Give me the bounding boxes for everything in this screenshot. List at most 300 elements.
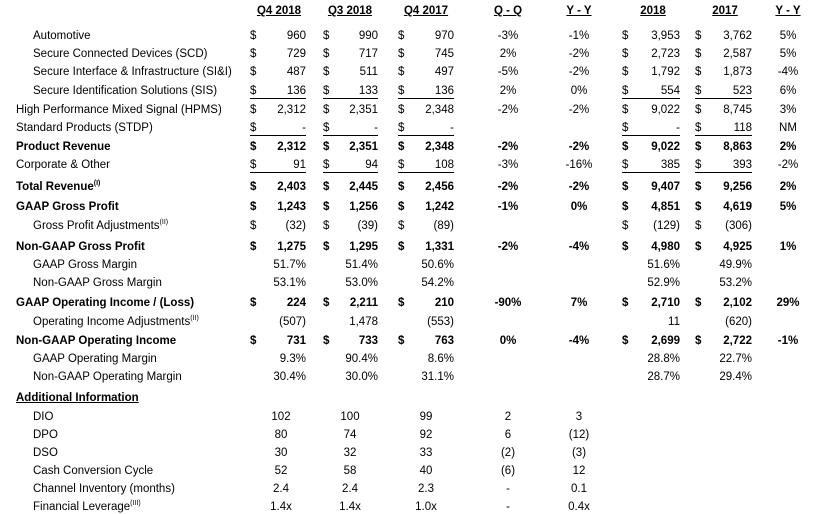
table-cell: 2,456 (425, 181, 454, 193)
cell-underline (398, 135, 454, 136)
cell-underline (695, 135, 752, 136)
table-cell: 49.9% (719, 259, 752, 271)
table-cell: 511 (359, 66, 378, 78)
metric-cell: - (506, 501, 510, 513)
row-label-text: Automotive (33, 30, 91, 42)
metric-cell: 1.4x (339, 501, 361, 513)
table-cell: 990 (358, 30, 378, 42)
row-label-text: Product Revenue (16, 141, 111, 153)
currency-symbol: $ (695, 104, 702, 116)
currency-symbol: $ (398, 335, 405, 347)
metric-label (33, 500, 141, 514)
table-cell: 2,351 (349, 141, 378, 153)
table-cell: 6% (779, 85, 797, 97)
table-cell: -4% (777, 66, 799, 78)
metric-label-text: DSO (33, 447, 58, 459)
row-label (33, 370, 182, 384)
cell-underline (622, 135, 680, 136)
table-cell: (620) (725, 316, 752, 328)
table-cell: -4% (568, 241, 590, 253)
table-cell: 9,256 (723, 181, 752, 193)
cell-underline (695, 172, 752, 173)
column-header-q32018: Q3 2018 (327, 5, 373, 17)
column-header-qq: Q - Q (493, 5, 523, 17)
currency-symbol: $ (622, 141, 629, 153)
table-cell: 52.9% (647, 277, 680, 289)
row-label-text: GAAP Gross Margin (33, 259, 137, 271)
table-cell: 29.4% (719, 371, 752, 383)
table-cell: 31.1% (421, 371, 454, 383)
table-cell: 2,403 (277, 181, 306, 193)
cell-underline (398, 172, 454, 173)
currency-symbol: $ (323, 66, 330, 78)
table-cell: 29% (776, 297, 800, 309)
table-cell: 53.0% (345, 277, 378, 289)
currency-symbol: $ (323, 48, 330, 60)
table-cell: NM (779, 122, 797, 134)
table-cell: -2% (497, 181, 519, 193)
currency-symbol: $ (622, 297, 629, 309)
table-cell: 2,445 (349, 181, 378, 193)
currency-symbol: $ (622, 335, 629, 347)
metric-cell: 80 (274, 429, 288, 441)
table-cell: 385 (660, 159, 680, 171)
cell-underline (695, 98, 752, 99)
row-label (33, 219, 168, 233)
metric-label (33, 410, 53, 424)
table-cell: -2% (568, 48, 590, 60)
currency-symbol: $ (622, 159, 629, 171)
table-cell: -4% (568, 335, 590, 347)
currency-symbol: $ (695, 159, 702, 171)
currency-symbol: $ (398, 85, 405, 97)
currency-symbol: $ (398, 66, 405, 78)
table-cell: 554 (660, 85, 680, 97)
table-cell: 51.6% (647, 259, 680, 271)
currency-symbol: $ (323, 104, 330, 116)
table-cell: 523 (732, 85, 752, 97)
metric-label (33, 464, 153, 478)
table-cell: 53.2% (719, 277, 752, 289)
table-cell: - (676, 122, 680, 134)
currency-symbol: $ (622, 241, 629, 253)
row-label (33, 65, 232, 79)
table-cell: (507) (279, 316, 306, 328)
currency-symbol: $ (695, 141, 702, 153)
table-cell: 1,256 (349, 201, 378, 213)
cell-underline (323, 135, 378, 136)
table-cell: 3,953 (651, 30, 680, 42)
table-cell: (89) (433, 220, 454, 232)
currency-symbol: $ (398, 141, 405, 153)
table-cell: 2,699 (651, 335, 680, 347)
currency-symbol: $ (250, 159, 257, 171)
currency-symbol: $ (695, 220, 702, 232)
currency-symbol: $ (250, 181, 257, 193)
currency-symbol: $ (323, 297, 330, 309)
table-cell: 2,348 (425, 141, 454, 153)
table-cell: - (450, 122, 454, 134)
table-cell: -2% (497, 104, 519, 116)
row-label-text: Total Revenue (16, 181, 94, 193)
currency-symbol: $ (323, 159, 330, 171)
table-cell: 9.3% (279, 353, 306, 365)
table-cell: -2% (568, 181, 590, 193)
table-cell: 487 (286, 66, 306, 78)
table-cell: 0% (570, 85, 588, 97)
currency-symbol: $ (250, 48, 257, 60)
row-label (16, 158, 110, 172)
table-cell: 3,762 (723, 30, 752, 42)
table-cell: 5% (779, 48, 797, 60)
currency-symbol: $ (250, 85, 257, 97)
table-cell: 5% (779, 201, 797, 213)
metric-label (33, 446, 58, 460)
footnote-marker: (III) (130, 500, 141, 508)
currency-symbol: $ (398, 201, 405, 213)
table-cell: 1,792 (651, 66, 680, 78)
row-label-text: Corporate & Other (16, 159, 110, 171)
table-cell: 0% (499, 335, 517, 347)
metric-label (33, 482, 175, 496)
currency-symbol: $ (622, 181, 629, 193)
cell-underline (323, 172, 378, 173)
metric-cell: (2) (500, 447, 516, 459)
row-label (33, 276, 162, 290)
metric-cell: 1.4x (270, 501, 292, 513)
metric-label-text: Cash Conversion Cycle (33, 465, 154, 477)
table-cell: 91 (293, 159, 306, 171)
metric-cell: 12 (572, 465, 586, 477)
table-cell: 136 (286, 85, 306, 97)
table-cell: (553) (427, 316, 454, 328)
table-cell: 2% (499, 85, 517, 97)
currency-symbol: $ (695, 122, 702, 134)
column-header-yy: Y - Y (566, 5, 592, 17)
column-header-y2018: 2018 (640, 5, 666, 17)
table-cell: 717 (358, 48, 378, 60)
table-cell: 8,745 (723, 104, 752, 116)
row-label (16, 103, 222, 117)
table-cell: 2,722 (723, 335, 752, 347)
currency-symbol: $ (695, 201, 702, 213)
additional-info-heading: Additional Information (16, 392, 139, 404)
table-cell: 2,312 (277, 141, 306, 153)
table-cell: 2,351 (349, 104, 378, 116)
metric-cell: 92 (419, 429, 433, 441)
table-cell: 2,723 (651, 48, 680, 60)
table-cell: 1,242 (425, 201, 454, 213)
column-header-q42017: Q4 2017 (403, 5, 449, 17)
metric-cell: 3 (575, 411, 583, 423)
column-header-y2017: 2017 (712, 5, 738, 17)
row-label (33, 84, 217, 98)
table-cell: 8.6% (427, 353, 454, 365)
table-cell: -3% (497, 159, 519, 171)
row-label-text: Secure Interface & Infrastructure (SI&I) (33, 66, 232, 78)
currency-symbol: $ (695, 297, 702, 309)
metric-cell: 2.4 (342, 483, 358, 495)
currency-symbol: $ (622, 85, 629, 97)
currency-symbol: $ (323, 241, 330, 253)
row-label (33, 47, 208, 61)
cell-underline (622, 98, 680, 99)
currency-symbol: $ (323, 122, 330, 134)
table-cell: (129) (653, 220, 680, 232)
table-cell: 11 (668, 316, 680, 328)
currency-symbol: $ (622, 122, 629, 134)
cell-underline (323, 98, 378, 99)
metric-cell: 40 (419, 465, 433, 477)
table-cell: 497 (434, 66, 454, 78)
table-cell: 2,102 (723, 297, 752, 309)
row-label-text: GAAP Operating Income / (Loss) (16, 297, 195, 309)
metric-cell: - (506, 483, 510, 495)
table-cell: 1,331 (425, 241, 454, 253)
currency-symbol: $ (323, 141, 330, 153)
table-cell: 745 (434, 48, 454, 60)
table-cell: 2,312 (277, 104, 306, 116)
currency-symbol: $ (250, 220, 257, 232)
row-label-text: Standard Products (STDP) (16, 122, 153, 134)
table-cell: -1% (777, 335, 799, 347)
currency-symbol: $ (250, 104, 257, 116)
currency-symbol: $ (695, 241, 702, 253)
currency-symbol: $ (695, 30, 702, 42)
table-cell: 4,619 (723, 201, 752, 213)
table-cell: 54.2% (421, 277, 454, 289)
table-cell: - (302, 122, 306, 134)
row-label-text: Non-GAAP Gross Margin (33, 277, 162, 289)
table-cell: - (374, 122, 378, 134)
row-label-text: GAAP Gross Profit (16, 201, 119, 213)
table-cell: 94 (365, 159, 378, 171)
row-label-text: Secure Connected Devices (SCD) (33, 48, 208, 60)
currency-symbol: $ (323, 335, 330, 347)
currency-symbol: $ (398, 122, 405, 134)
table-cell: 2% (779, 141, 797, 153)
table-cell: 108 (434, 159, 454, 171)
metric-cell: (6) (500, 465, 516, 477)
metric-cell: 33 (419, 447, 433, 459)
table-cell: 51.4% (345, 259, 378, 271)
currency-symbol: $ (398, 104, 405, 116)
currency-symbol: $ (250, 297, 257, 309)
table-cell: 763 (434, 335, 454, 347)
cell-underline (250, 135, 306, 136)
currency-symbol: $ (622, 220, 629, 232)
table-cell: (32) (285, 220, 306, 232)
metric-cell: 102 (271, 411, 291, 423)
metric-cell: (12) (568, 429, 590, 441)
table-cell: 136 (434, 85, 454, 97)
table-cell: -2% (568, 104, 590, 116)
cell-underline (622, 172, 680, 173)
table-cell: (39) (357, 220, 378, 232)
table-cell: -3% (497, 30, 519, 42)
table-cell: -2% (497, 241, 519, 253)
table-cell: -90% (494, 297, 522, 309)
table-cell: 28.8% (647, 353, 680, 365)
table-cell: 960 (286, 30, 306, 42)
table-cell: 22.7% (719, 353, 752, 365)
currency-symbol: $ (695, 181, 702, 193)
table-cell: 4,980 (651, 241, 680, 253)
table-cell: 2,348 (425, 104, 454, 116)
table-cell: -2% (777, 159, 799, 171)
table-cell: 133 (358, 85, 378, 97)
row-label (33, 352, 157, 366)
row-label (33, 29, 91, 43)
table-cell: 731 (286, 335, 306, 347)
table-cell: 8,863 (723, 141, 752, 153)
metric-label-text: DPO (33, 429, 58, 441)
currency-symbol: $ (323, 181, 330, 193)
table-cell: 9,022 (651, 141, 680, 153)
footnote-marker: (I) (93, 180, 101, 188)
currency-symbol: $ (398, 220, 405, 232)
metric-cell: 30 (274, 447, 288, 459)
currency-symbol: $ (398, 297, 405, 309)
row-label (16, 200, 119, 214)
metric-cell: 2.4 (273, 483, 289, 495)
currency-symbol: $ (695, 85, 702, 97)
row-label (16, 140, 111, 154)
table-cell: 2,211 (349, 297, 378, 309)
column-header-q42018: Q4 2018 (256, 5, 302, 17)
row-label (33, 315, 199, 329)
table-cell: 30.0% (345, 371, 378, 383)
table-cell: 1,478 (349, 316, 378, 328)
row-label-text: Non-GAAP Operating Income (16, 335, 177, 347)
row-label-text: Non-GAAP Operating Margin (33, 371, 182, 383)
metric-label-text: Financial Leverage (33, 501, 131, 513)
table-cell: (306) (725, 220, 752, 232)
table-cell: 53.1% (273, 277, 306, 289)
currency-symbol: $ (323, 85, 330, 97)
row-label-text: Secure Identification Solutions (SIS) (33, 85, 218, 97)
currency-symbol: $ (398, 241, 405, 253)
table-cell: 90.4% (345, 353, 378, 365)
table-cell: 0% (570, 201, 588, 213)
table-cell: 2% (499, 48, 517, 60)
table-cell: -2% (568, 141, 590, 153)
row-label (16, 240, 145, 254)
currency-symbol: $ (398, 159, 405, 171)
metric-label-text: Channel Inventory (months) (33, 483, 175, 495)
table-cell: 2% (779, 181, 797, 193)
currency-symbol: $ (398, 181, 405, 193)
table-cell: 118 (733, 122, 752, 134)
currency-symbol: $ (622, 201, 629, 213)
table-cell: 1,873 (723, 66, 752, 78)
column-header-yy2: Y - Y (775, 5, 801, 17)
table-cell: -2% (497, 141, 519, 153)
row-label-text: GAAP Operating Margin (33, 353, 157, 365)
table-cell: -1% (497, 201, 519, 213)
metric-cell: 2 (504, 411, 512, 423)
table-cell: 4,851 (651, 201, 680, 213)
currency-symbol: $ (622, 30, 629, 42)
metric-cell: 99 (419, 411, 433, 423)
currency-symbol: $ (622, 66, 629, 78)
currency-symbol: $ (695, 66, 702, 78)
metric-cell: 6 (504, 429, 512, 441)
currency-symbol: $ (398, 48, 405, 60)
metric-cell: 74 (343, 429, 357, 441)
row-label (16, 296, 194, 310)
table-cell: 5% (779, 30, 797, 42)
table-cell: 1,275 (277, 241, 306, 253)
currency-symbol: $ (622, 48, 629, 60)
currency-symbol: $ (250, 201, 257, 213)
metric-cell: 1.0x (415, 501, 437, 513)
table-cell: 9,022 (651, 104, 680, 116)
cell-underline (250, 98, 306, 99)
table-cell: 3% (779, 104, 797, 116)
currency-symbol: $ (398, 30, 405, 42)
currency-symbol: $ (250, 30, 257, 42)
metric-cell: 32 (343, 447, 357, 459)
table-cell: -2% (568, 66, 590, 78)
metric-cell: 52 (274, 465, 288, 477)
row-label-text: Gross Profit Adjustments (33, 220, 160, 232)
table-cell: 50.6% (421, 259, 454, 271)
currency-symbol: $ (323, 220, 330, 232)
table-cell: 28.7% (647, 371, 680, 383)
table-cell: -5% (497, 66, 519, 78)
table-cell: 224 (286, 297, 306, 309)
cell-underline (398, 98, 454, 99)
table-cell: 729 (286, 48, 306, 60)
currency-symbol: $ (622, 104, 629, 116)
table-cell: 7% (570, 297, 588, 309)
table-cell: 393 (732, 159, 752, 171)
row-label-text: High Performance Mixed Signal (HPMS) (16, 104, 222, 116)
row-label (16, 121, 153, 135)
metric-label (33, 428, 58, 442)
footnote-marker: (II) (159, 219, 169, 227)
row-label-text: Operating Income Adjustments (33, 316, 191, 328)
table-cell: 210 (434, 297, 454, 309)
currency-symbol: $ (323, 201, 330, 213)
table-cell: 733 (358, 335, 378, 347)
table-cell: 1% (779, 241, 797, 253)
cell-underline (250, 172, 306, 173)
currency-symbol: $ (250, 335, 257, 347)
metric-cell: 2.3 (418, 483, 434, 495)
metric-cell: 58 (343, 465, 357, 477)
table-cell: 2,710 (651, 297, 680, 309)
table-cell: -1% (568, 30, 590, 42)
metric-cell: 0.4x (568, 501, 590, 513)
metric-label-text: DIO (33, 411, 54, 423)
metric-cell: (3) (571, 447, 587, 459)
table-cell: 9,407 (651, 181, 680, 193)
row-label (16, 180, 100, 194)
table-cell: 970 (434, 30, 454, 42)
currency-symbol: $ (250, 141, 257, 153)
table-cell: 30.4% (273, 371, 306, 383)
row-label (33, 258, 137, 272)
table-cell: 4,925 (723, 241, 752, 253)
currency-symbol: $ (695, 48, 702, 60)
table-cell: 1,243 (277, 201, 306, 213)
currency-symbol: $ (250, 122, 257, 134)
footnote-marker: (II) (190, 315, 199, 323)
metric-cell: 100 (340, 411, 360, 423)
table-cell: 1,295 (349, 241, 378, 253)
